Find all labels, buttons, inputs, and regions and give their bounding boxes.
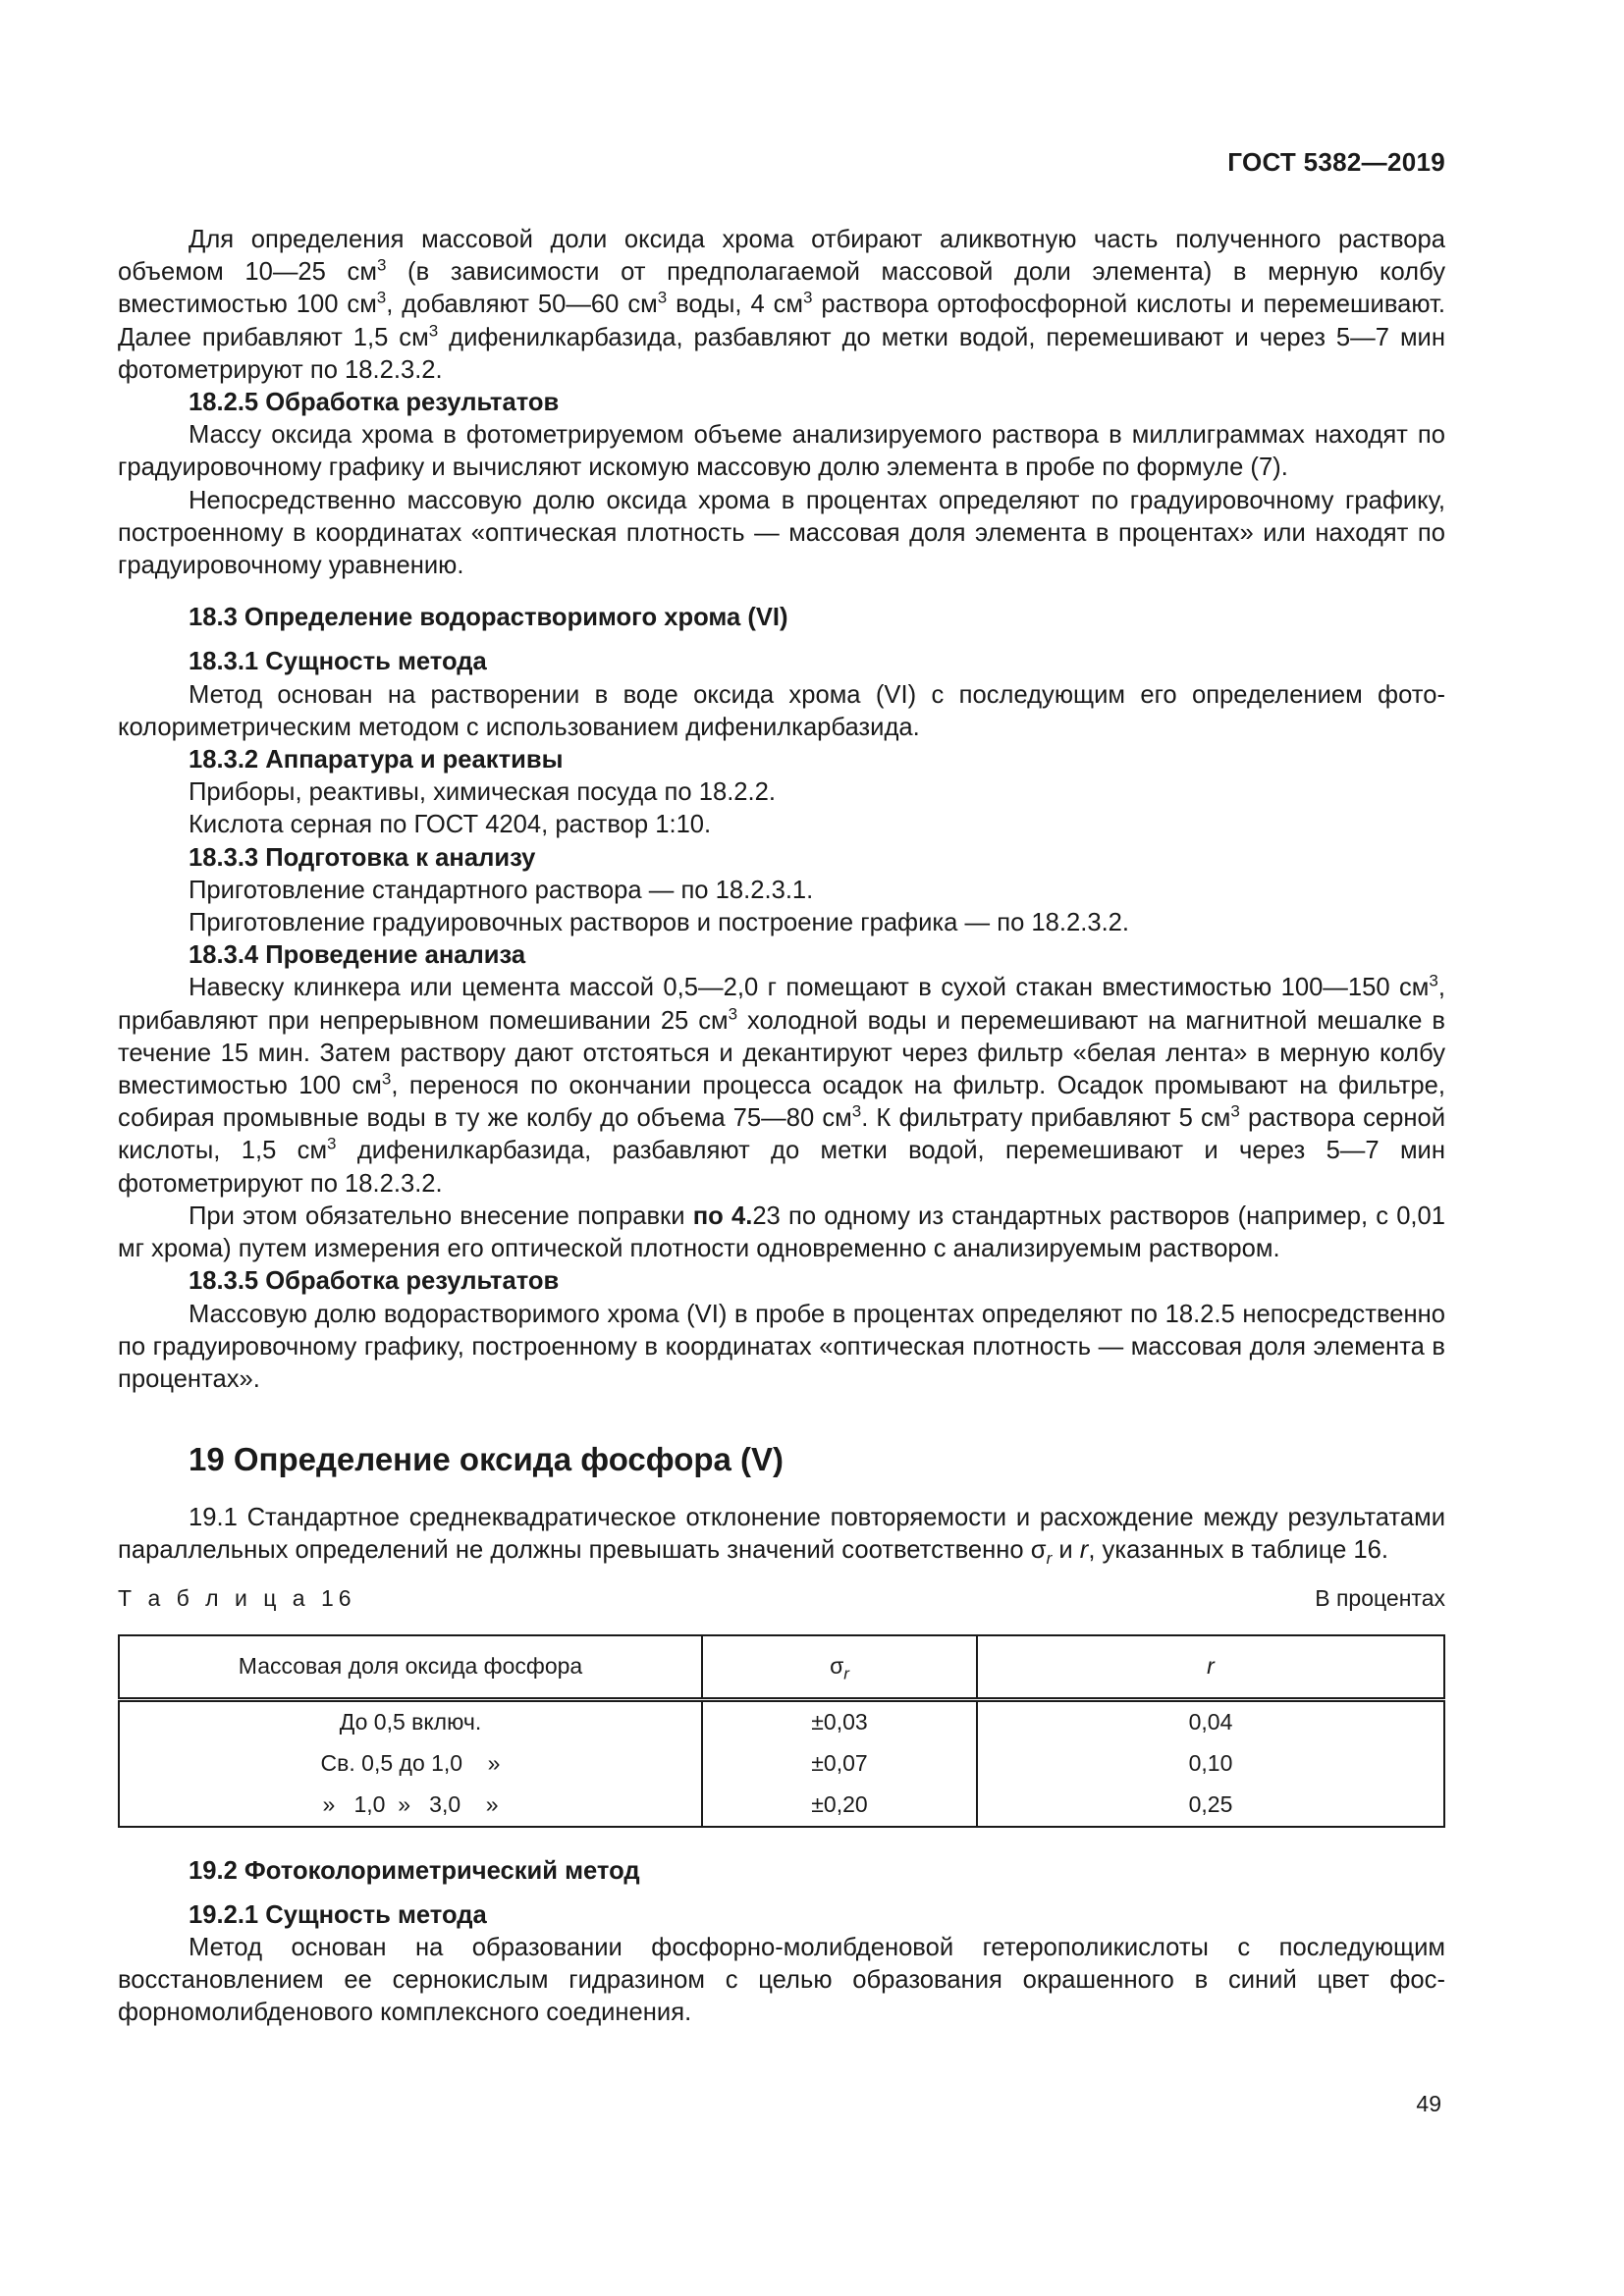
paragraph-chromium-aliquot: Для определения массовой доли оксида хрома отбирают аликвотную часть полученного раствора объемом 10—25 $см^3$ (в зависимости от предполагаемой массовой доли элемента) в мерную колбу вместимостью 100 $см^3$, добавляют 50—60 $см^3$ воды, 4 $см^3$ раствора ортофосфорной кислоты и перемешивают. Далее прибавляют 1,5 $см^3$ дифенилкарбазида, разбавляют до метки водой, перемешивают и через 5—7 мин фотометрируют по 18.2.3.2. [118, 226, 1446, 384]
heading-18-3: 18.3 Определение водорастворимого хрома (VI) [189, 604, 788, 632]
heading-18-3-2: 18.3.2 Аппаратура и реактивы [189, 746, 564, 774]
paragraph-18-3-3-b: Приготовление градуировочных растворов и построение графика — по 18.2.3.2. [189, 909, 1130, 937]
paragraph-18-2-5-a: Массу оксида хрома в фотометрируемом объеме анализируемого раствора в миллиграммах находят по градуировочному графику и вычисляют искомую массовую долю элемента в пробе по формуле (7). [118, 421, 1445, 482]
cell-r: 0,04 [977, 1699, 1444, 1743]
paragraph-18-3-5: Массовую долю водорастворимого хрома (VI) в пробе в процентах определяют по 18.2.5 непосредственно по градуировочному графику, построенному в координатах «оптическая плотность — массовая доля элемента в процентах». [118, 1300, 1445, 1393]
heading-18-2-5: 18.2.5 Обработка результатов [189, 389, 560, 417]
cell-sigma: ±0,07 [702, 1743, 977, 1785]
heading-18-3-3: 18.3.3 Подготовка к анализу [189, 843, 536, 872]
paragraph-19-2-1: Метод основан на образовании фосфорно-молибденовой гетерополикислоты с последующим восстановлением ее сернокислым гидразином с целью образования окрашенного в синий цвет фосфорномолибденового комплексного соединения. [118, 1933, 1445, 2027]
table-16-caption-row [118, 1583, 1445, 1613]
table-header-row [119, 1635, 1444, 1700]
paragraph-18-2-5-b: Непосредственно массовую долю оксида хрома в процентах определяют по градуировочному графику, построенному в координатах «оптическая плотность — массовая доля элемента в процентах» или находят по градуировочному уравнению. [118, 486, 1445, 580]
paragraph-18-3-2-a: Приборы, реактивы, химическая посуда по 18.2.2. [189, 778, 776, 807]
heading-section-19: 19 Определение оксида фосфора (V) [189, 1441, 785, 1478]
cell-sigma: ±0,20 [702, 1785, 977, 1827]
page-number: 49 [1416, 2091, 1441, 2116]
cell-sigma: ±0,03 [702, 1699, 977, 1743]
paragraph-19-1: 19.1 Стандартное среднеквадратическое отклонение повторяемости и расхождение между результатами параллельных определений не должны превышать значений соответственно $\sigma_r$ и r, указанных в таблице 16. [118, 1504, 1445, 1569]
paragraph-18-3-2-b: Кислота серная по ГОСТ 4204, раствор 1:10. [189, 811, 712, 839]
table-row [119, 1743, 1444, 1785]
header-r: r [977, 1635, 1444, 1700]
table-16-caption: Т а б л и ц а 16 [118, 1584, 356, 1611]
paragraph-18-3-4-b: При этом обязательно внесение поправки по 4.23 по одному из стандартных растворов (например, с 0,01 мг хрома) путем измерения его оптической плотности одновременно с анализируемым раствором. [118, 1201, 1446, 1263]
document-page [118, 0, 1445, 2296]
table-row [119, 1699, 1444, 1743]
paragraph-18-3-1: Метод основан на растворении в воде оксида хрома (VI) с последующим его определением фотоколориметрическим методом с использованием дифенилкарбазида. [118, 680, 1445, 741]
table-row [119, 1785, 1444, 1827]
cell-range: Св. 0,5 до 1,0 » [119, 1743, 702, 1785]
cell-range: » 1,0 » 3,0 » [119, 1785, 702, 1827]
heading-19-2: 19.2 Фотоколориметрический метод [189, 1856, 640, 1885]
table-16 [118, 1634, 1445, 1828]
cell-r: 0,25 [977, 1785, 1444, 1827]
heading-18-3-1: 18.3.1 Сущность метода [189, 648, 487, 676]
document-body [118, 224, 1445, 2030]
paragraph-18-3-4-a: Навеску клинкера или цемента массой 0,5—2,0 г помещают в сухой стакан вместимостью 100—150 $см^3$, прибавляют при непрерывном помешивании 25 $см^3$ холодной воды и перемешивают на магнитной мешалке в течение 15 мин. Затем раствору дают отстояться и декантируют через фильтр «белая лента» в мерную колбу вместимостью 100 $см^3$, перенося по окончании процесса осадок на фильтр. Осадок промывают на фильтре, собирая промывные воды в ту же колбу до объема 75—80 $см^3$. К фильтрату прибавляют 5 $см^3$ раствора серной кислоты, 1,5 $см^3$ дифенилкарбазида, разбавляют до метки водой, перемешивают и через 5—7 мин фотометрируют по 18.2.3.2. [118, 971, 1445, 1198]
header-sigma-r: $\sigma_r$ [702, 1635, 977, 1700]
cell-r: 0,10 [977, 1743, 1444, 1785]
heading-18-3-4: 18.3.4 Проведение анализа [189, 941, 526, 970]
cell-range: До 0,5 включ. [119, 1699, 702, 1743]
heading-19-2-1: 19.2.1 Сущность метода [189, 1900, 487, 1929]
paragraph-18-3-3-a: Приготовление стандартного раствора — по 18.2.3.1. [189, 876, 814, 904]
document-standard-id: ГОСТ 5382—2019 [1227, 147, 1445, 177]
header-mass-fraction: Массовая доля оксида фосфора [119, 1635, 702, 1700]
heading-18-3-5: 18.3.5 Обработка результатов [189, 1267, 560, 1296]
table-16-units: В процентах [1315, 1584, 1445, 1611]
